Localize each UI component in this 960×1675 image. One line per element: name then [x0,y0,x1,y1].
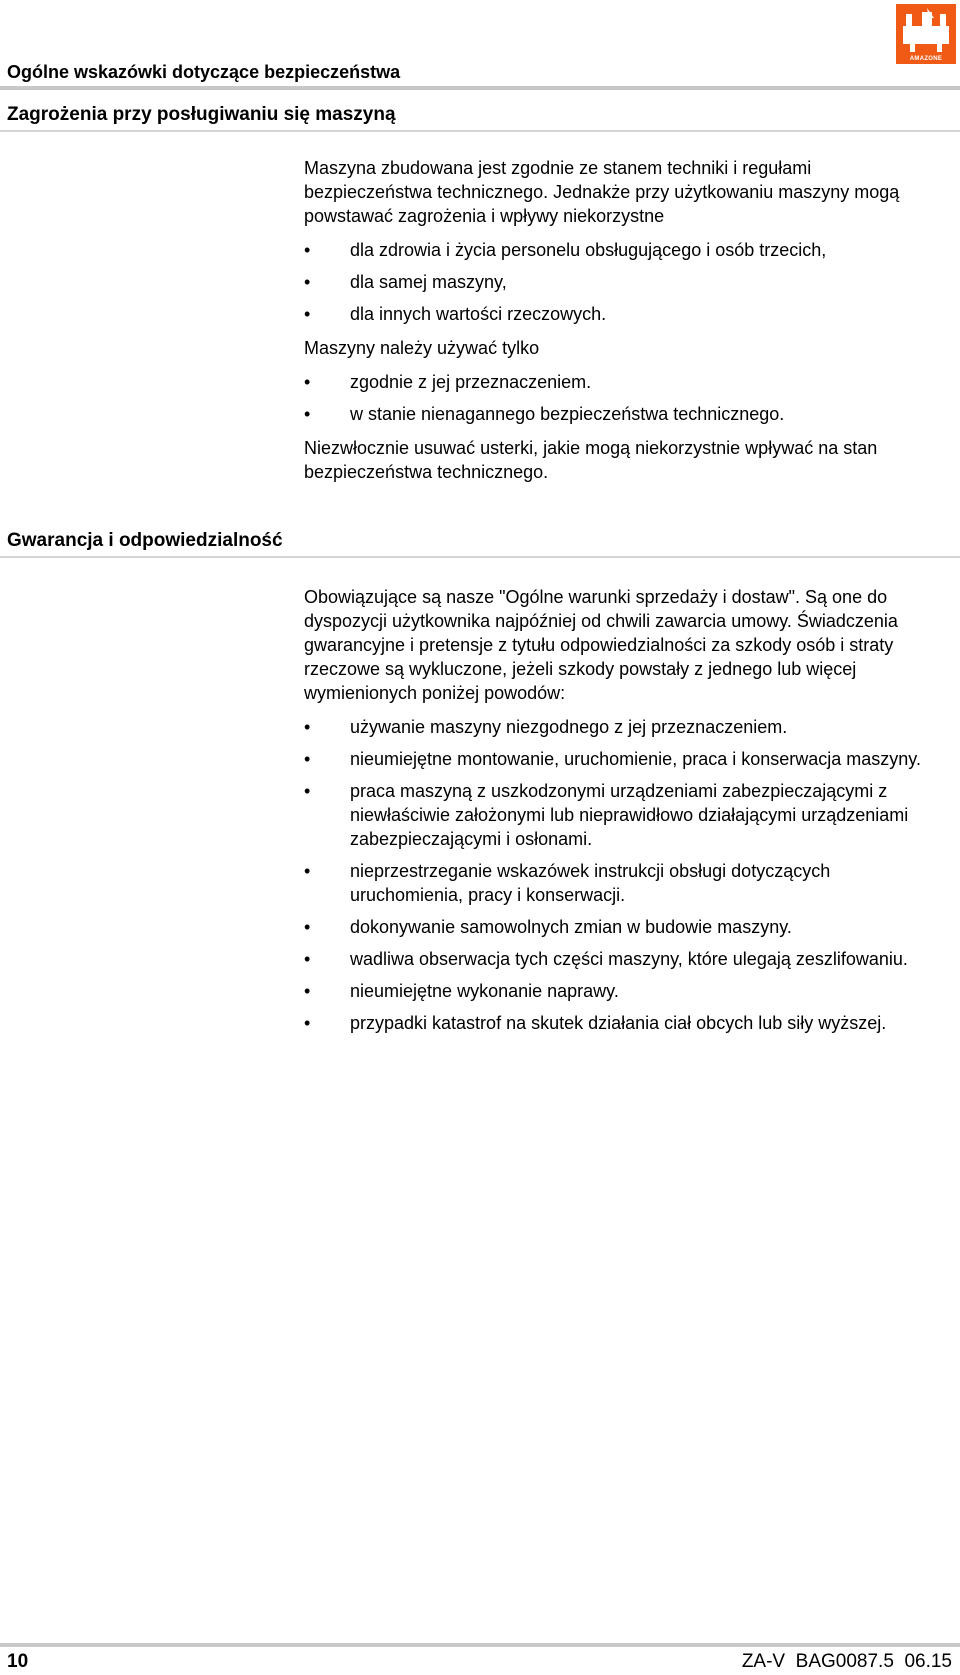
header-title: Ogólne wskazówki dotyczące bezpieczeństwa [7,62,401,82]
list-item: • przypadki katastrof na skutek działania ciał obcych lub siły wyższej. [304,1013,887,1033]
bullet-icon: • [304,304,311,324]
bullet-icon: • [304,917,311,937]
bullet-icon: • [304,404,311,424]
amazone-logo-icon [896,4,956,64]
list-item: • nieumiejętne wykonanie naprawy. [304,981,619,1001]
section-divider [0,556,960,558]
hazard-list [304,238,934,326]
bullet-icon: • [304,1013,311,1033]
bullet-icon: • [304,949,311,969]
list-item: • wadliwa obserwacja tych części maszyny, które ulegają zeszlifowaniu. [304,949,908,969]
bullet-icon: • [304,861,311,881]
bullet-icon: • [304,749,311,769]
section-body-hazards [304,156,934,494]
footer-divider [0,1643,960,1647]
usage-list [304,370,934,426]
bullet-icon: • [304,272,311,292]
list-item: • praca maszyną z uszkodzonymi urządzeniami zabezpieczającymi z niewłaściwie założonymi lub nieprawidłowo działającymi urządzeniami zabezpieczającymi i osłonami. [304,781,909,849]
section-heading-warranty: Gwarancja i odpowiedzialność [7,530,283,551]
amazone-logo [896,4,956,64]
list-item: • używanie maszyny niezgodnego z jej przeznaczeniem. [304,717,788,737]
list-item: • dla innych wartości rzeczowych. [304,304,607,324]
page-number: 10 [7,1651,29,1672]
bullet-icon: • [304,240,311,260]
list-item: • dla zdrowia i życia personelu obsługującego i osób trzecich, [304,240,827,260]
bullet-icon: • [304,717,311,737]
header-divider [0,86,960,90]
list-item: • nieumiejętne montowanie, uruchomienie, praca i konserwacja maszyny. [304,749,921,769]
document-id: ZA-V BAG0087.5 06.15 [741,1651,952,1672]
bullet-icon: • [304,981,311,1001]
bullet-icon: • [304,372,311,392]
paragraph-closing: Niezwłocznie usuwać usterki, jakie mogą niekorzystnie wpływać na stan bezpieczeństwa technicznego. [304,438,878,482]
section-body-warranty [304,585,934,1045]
list-item: • w stanie nienagannego bezpieczeństwa technicznego. [304,404,785,424]
logo-wordmark: AMAZONE [909,56,943,62]
list-item: • nieprzestrzeganie wskazówek instrukcji obsługi dotyczących uruchomienia, pracy i konserwacji. [304,861,831,905]
paragraph-intro: Obowiązujące są nasze "Ogólne warunki sprzedaży i dostaw". Są one do dyspozycji użytkownika najpóźniej od chwili zawarcia umowy. Świadczenia gwarancyjne i pretensje z tytułu odpowiedzialności za szkody osób i straty rzeczowe są wykluczone, jeżeli szkody powstały z jednego lub więcej wymienionych poniżej powodów: [304,587,898,703]
list-item: • dokonywanie samowolnych zmian w budowie maszyny. [304,917,792,937]
section-divider [0,130,960,132]
list-item: • dla samej maszyny, [304,272,507,292]
section-heading-hazards: Zagrożenia przy posługiwaniu się maszyną [7,104,396,125]
bullet-icon: • [304,781,311,801]
exclusion-list [304,715,934,1035]
paragraph-intro: Maszyna zbudowana jest zgodnie ze stanem techniki i regułami bezpieczeństwa technicznego. Jednakże przy użytkowaniu maszyny mogą powstawać zagrożenia i wpływy niekorzystne [304,158,900,226]
list-item: • zgodnie z jej przeznaczeniem. [304,372,592,392]
paragraph-usage: Maszyny należy używać tylko [304,338,540,358]
